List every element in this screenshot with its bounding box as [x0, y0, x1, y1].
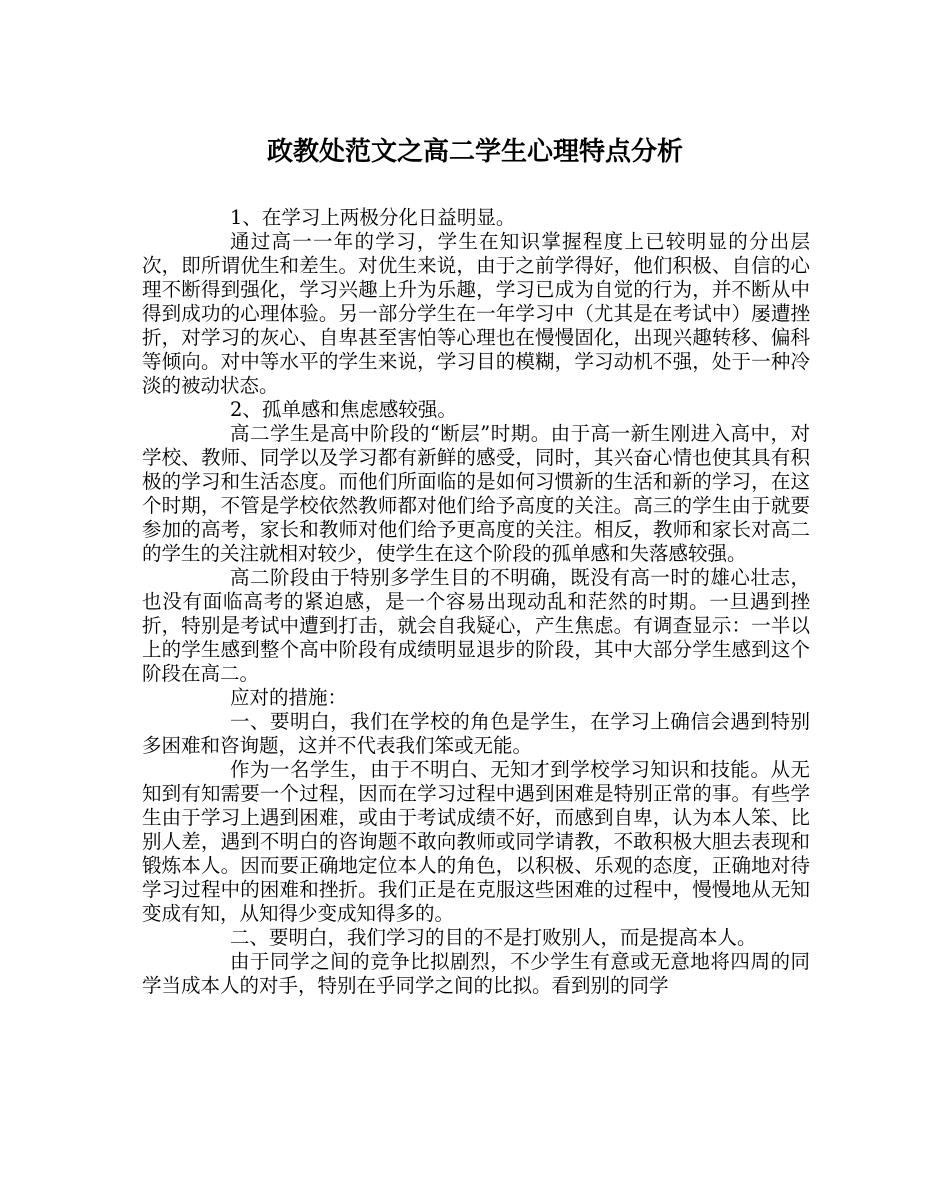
document-title: 政教处范文之高二学生心理特点分析 — [266, 137, 683, 167]
measure-point-1: 一、要明白，我们在学校的角色是学生，在学习上确信会遇到特别多困难和咨询题，这并不代表我们笨或无能。 — [142, 710, 810, 757]
paragraph: 作为一名学生，由于不明白、无知才到学校学习知识和技能。从无知到有知需要一个过程，因而在学习过程中遇到困难是特别正常的事。有些学生由于学习上遇到困难，或由于考试成绩不好，而感到自卑，认为本人笨、比别人差，遇到不明白的咨询题不敢向教师或同学请教，不敢积极大胆去表现和锻炼本人。因而要正确地定位本人的角色，以积极、乐观的态度，正确地对待学习过程中的困难和挫折。我们正是在克服这些困难的过程中，慢慢地从无知变成有知，从知得少变成知得多的。 — [142, 758, 810, 925]
measures-heading: 应对的措施： — [230, 686, 348, 709]
measure-point-2: 二、要明白，我们学习的目的不是打败别人，而是提高本人。 — [230, 926, 757, 949]
section-heading-2: 2、孤单感和焦虑感较强。 — [230, 398, 457, 421]
paragraph: 高二学生是高中阶段的“断层”时期。由于高一新生刚进入高中，对学校、教师、同学以及学习都有新鲜的感受，同时，其兴奋心情也使其具有积极的学习和生活态度。而他们所面临的是如何习惯新的生活和新的学习，在这个时期，不管是学校依然教师都对他们给予高度的关注。高三的学生由于就要参加的高考，家长和教师对他们给予更高度的关注。相反，教师和家长对高二的学生的关注就相对较少，使学生在这个阶段的孤单感和失落感较强。 — [142, 422, 810, 565]
document-body — [142, 206, 810, 998]
section-heading-1: 1、在学习上两极分化日益明显。 — [230, 206, 516, 229]
paragraph: 通过高一一年的学习，学生在知识掌握程度上已较明显的分出层次，即所谓优生和差生。对优生来说，由于之前学得好，他们积极、自信的心理不断得到强化，学习兴趣上升为乐趣，学习已成为自觉的行为，并不断从中得到成功的心理体验。另一部分学生在一年学习中（尤其是在考试中）屡遭挫折，对学习的灰心、自卑甚至害怕等心理也在慢慢固化，出现兴趣转移、偏科等倾向。对中等水平的学生来说，学习目的模糊，学习动机不强，处于一种冷淡的被动状态。 — [142, 230, 810, 397]
paragraph: 由于同学之间的竞争比拟剧烈，不少学生有意或无意地将四周的同学当成本人的对手，特别在乎同学之间的比拟。看到别的同学 — [142, 950, 810, 997]
paragraph: 高二阶段由于特别多学生目的不明确，既没有高一时的雄心壮志，也没有面临高考的紧迫感，是一个容易出现动乱和茫然的时期。一旦遇到挫折，特别是考试中遭到打击，就会自我疑心，产生焦虑。有调查显示：一半以上的学生感到整个高中阶段有成绩明显退步的阶段，其中大部分学生感到这个阶段在高二。 — [142, 566, 810, 685]
